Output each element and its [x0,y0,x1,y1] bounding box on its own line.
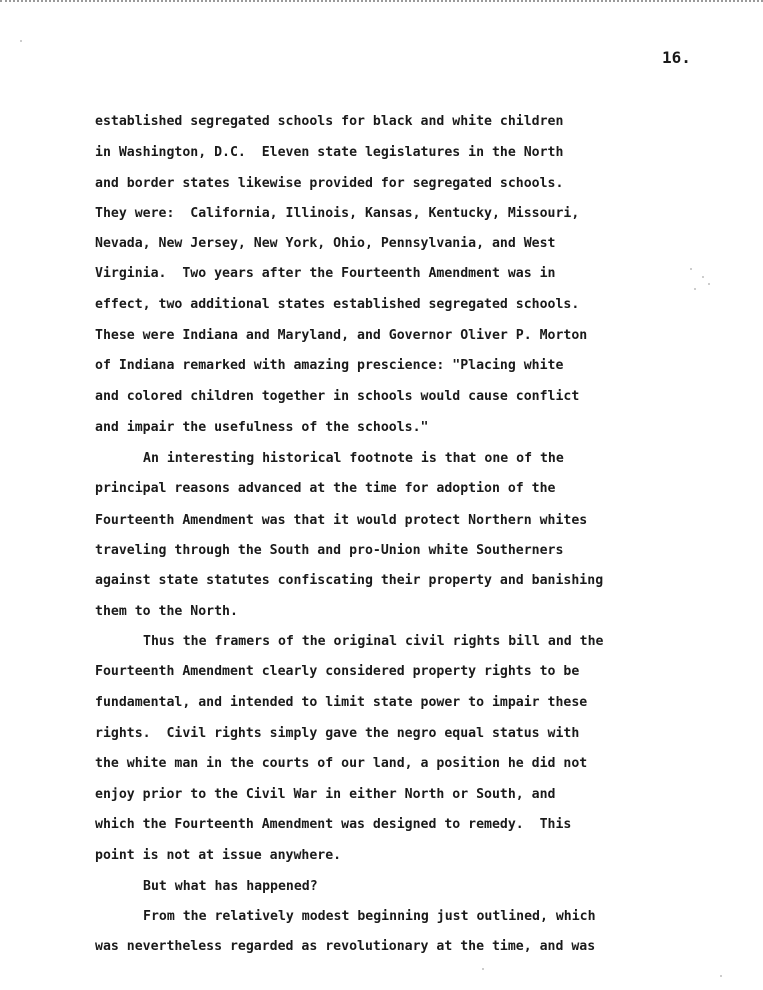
scan-speck [690,268,692,270]
text-line: and colored children together in schools would cause conflict [95,389,580,404]
scan-speck [720,975,722,977]
scan-speck [694,288,696,290]
text-line: From the relatively modest beginning just outlined, which [143,909,596,924]
text-line: fundamental, and intended to limit state power to impair these [95,695,588,710]
text-line: in Washington, D.C. Eleven state legislatures in the North [95,145,564,160]
text-line: against state statutes confiscating their property and banishing [95,573,604,588]
text-line: An interesting historical footnote is that one of the [143,451,564,466]
text-line: Fourteenth Amendment was that it would protect Northern whites [95,513,588,528]
text-line: principal reasons advanced at the time for adoption of the [95,481,556,496]
text-line: and border states likewise provided for segregated schools. [95,176,564,191]
text-line: and impair the usefulness of the schools." [95,420,429,435]
scan-speck [482,968,484,970]
text-line: point is not at issue anywhere. [95,848,342,863]
text-line: effect, two additional states established segregated schools. [95,297,580,312]
scan-speck [702,276,704,278]
text-line: Nevada, New Jersey, New York, Ohio, Pennsylvania, and West [95,236,556,251]
text-line: was nevertheless regarded as revolutionary at the time, and was [95,939,596,954]
page-number: 16. [662,48,691,67]
text-line: of Indiana remarked with amazing prescience: "Placing white [95,358,564,373]
text-line: enjoy prior to the Civil War in either North or South, and [95,787,556,802]
text-line: Thus the framers of the original civil rights bill and the [143,634,604,649]
page-top-edge [0,0,763,2]
text-line: them to the North. [95,604,238,619]
text-line: But what has happened? [143,879,318,894]
text-line: the white man in the courts of our land, a position he did not [95,756,588,771]
text-line: These were Indiana and Maryland, and Governor Oliver P. Morton [95,328,588,343]
text-line: traveling through the South and pro-Union white Southerners [95,543,564,558]
text-line: established segregated schools for black and white children [95,114,564,129]
scan-speck [708,283,710,285]
text-line: rights. Civil rights simply gave the negro equal status with [95,726,580,741]
text-line: Virginia. Two years after the Fourteenth Amendment was in [95,266,556,281]
scan-speck [20,40,22,42]
text-line: which the Fourteenth Amendment was designed to remedy. This [95,817,572,832]
text-line: Fourteenth Amendment clearly considered property rights to be [95,664,580,679]
text-line: They were: California, Illinois, Kansas, Kentucky, Missouri, [95,206,580,221]
